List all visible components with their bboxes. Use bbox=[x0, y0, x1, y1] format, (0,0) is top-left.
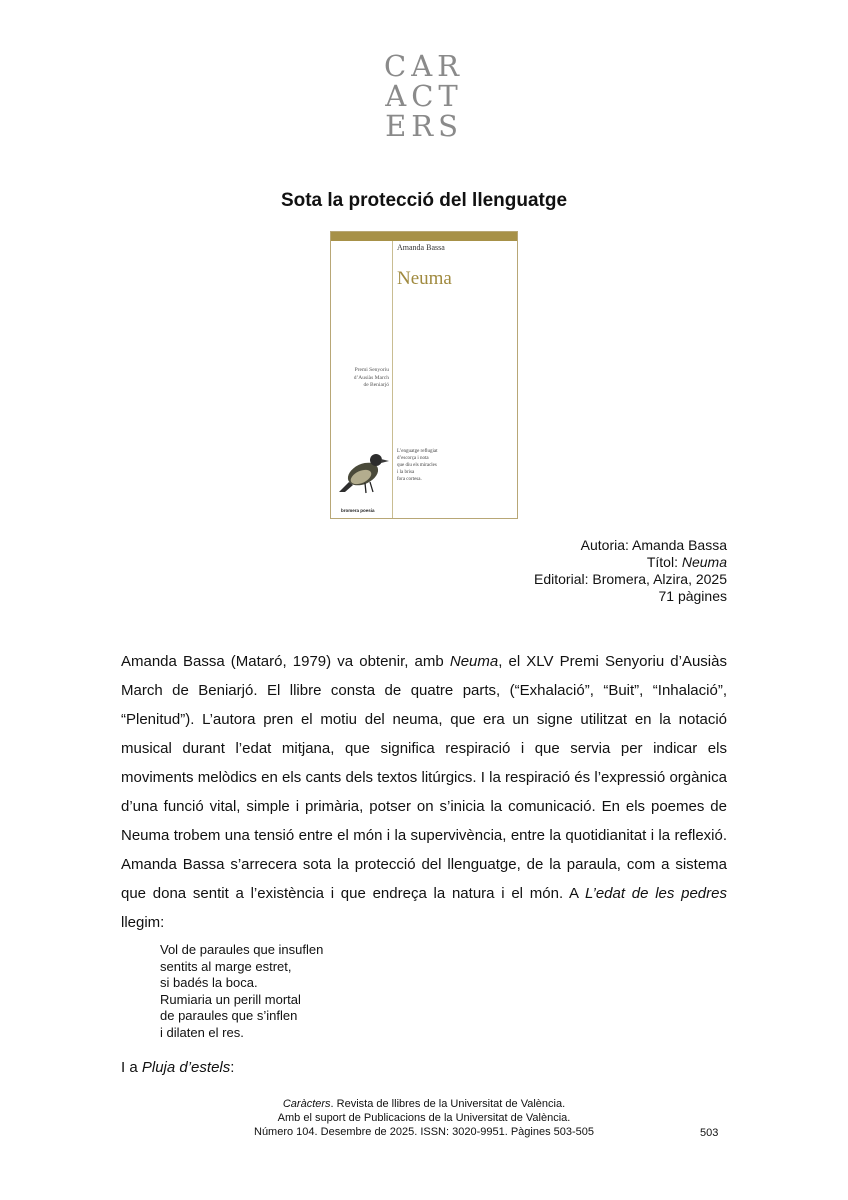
cover-quote-line: que diu els miracles bbox=[397, 463, 437, 468]
poem-line: Rumiaria un perill mortal bbox=[160, 991, 301, 1007]
text-run: , el XLV Premi Senyoriu d’Ausiàs March de Beniarjó. El llibre consta de quatre parts, (“Exhalació”, “Buit”, “Inhalació”, “Plenitud”). L’autora pren el motiu del neuma, que era un signe utilitzat en la notació musical durant l’edat mitjana, que significa respiració i que servia per indicar els moviments melòdics en els cants dels textos litúrgics. I la respiració és l’expressió orgànica d’una funció vital, simple i primària, potser on s’inicia la comunicació. En els poemes de Neuma trobem una tensió entre el món i la supervivència, entre la quotidianitat i la reflexió. Amanda Bassa s’arrecera sota la protecció del llenguatge, de la paraula, com a sistema que dona sentit a l’existència i que endreça la natura i el món. A bbox=[121, 653, 727, 902]
credit-title bbox=[534, 554, 727, 571]
text-run: llegim: bbox=[121, 914, 165, 931]
credit-pages: 71 pàgines bbox=[658, 588, 727, 604]
footer-line-2: Amb el suport de Publicacions de la Universitat de València. bbox=[277, 1112, 571, 1124]
text-run: I a bbox=[121, 1059, 142, 1076]
poem-line: de paraules que s’inflen bbox=[160, 1008, 298, 1023]
poem-line: Vol de paraules que insuflen bbox=[160, 942, 324, 957]
credit-author bbox=[534, 537, 727, 554]
text-run: Amanda Bassa (Mataró, 1979) va obtenir, amb bbox=[121, 653, 450, 670]
cover-quote-line: i la brisa bbox=[397, 470, 415, 475]
cover-quote bbox=[397, 448, 507, 483]
poem-title-ref: L’edat de les pedres bbox=[584, 885, 727, 902]
book-title-ref: Neuma bbox=[449, 653, 499, 670]
logo-line: ERS bbox=[385, 109, 463, 143]
article-title: Sota la protecció del llenguatge bbox=[280, 190, 568, 211]
journal-logo bbox=[360, 49, 488, 143]
page-number: 503 bbox=[700, 1127, 719, 1139]
journal-name: Caràcters bbox=[282, 1098, 331, 1110]
cover-prize-line: de Beniarjó bbox=[363, 382, 389, 388]
poem-quote bbox=[160, 942, 323, 1041]
cover-prize-line: d’Ausiàs March bbox=[353, 374, 389, 381]
cover-quote-line: d’escorça i nota bbox=[397, 456, 429, 461]
text-run: : bbox=[230, 1059, 235, 1076]
book-credits bbox=[534, 537, 727, 605]
credit-label: Títol: bbox=[646, 554, 682, 570]
cover-title: Neuma bbox=[397, 268, 452, 289]
footer-line-1 bbox=[0, 1097, 848, 1111]
after-poem-line bbox=[121, 1059, 234, 1076]
credit-publisher: Editorial: Bromera, Alzira, 2025 bbox=[534, 571, 727, 587]
cover-top-band bbox=[331, 232, 517, 241]
page-footer bbox=[0, 1097, 848, 1139]
credit-value: Amanda Bassa bbox=[632, 537, 727, 553]
footer-line-3: Número 104. Desembre de 2025. ISSN: 3020-9951. Pàgines 503-505 bbox=[254, 1126, 594, 1138]
logo-line: CAR bbox=[384, 49, 464, 83]
poem-title-ref: Pluja d’estels bbox=[141, 1059, 231, 1076]
cover-publisher: bromera poesia bbox=[341, 508, 375, 513]
cover-prize bbox=[335, 367, 389, 390]
credit-label: Autoria: bbox=[580, 537, 633, 553]
body-paragraph bbox=[121, 647, 727, 937]
bird-illustration bbox=[339, 440, 391, 496]
poem-line: sentits al marge estret, bbox=[160, 958, 292, 974]
book-cover-image bbox=[330, 231, 518, 519]
cover-quote-line: L’enguatge reflugiat bbox=[397, 449, 438, 454]
cover-prize-line: Premi Senyoriu bbox=[354, 367, 389, 373]
cover-quote-line: fora cortesa. bbox=[397, 477, 422, 482]
logo-line: ACT bbox=[385, 79, 463, 113]
credit-value: Neuma bbox=[681, 554, 727, 570]
cover-divider bbox=[392, 241, 393, 518]
text-run: . Revista de llibres de la Universitat de València. bbox=[330, 1098, 566, 1110]
poem-line: si badés la boca. bbox=[160, 975, 258, 990]
poem-line: i dilaten el res. bbox=[160, 1024, 244, 1040]
cover-author: Amanda Bassa bbox=[397, 243, 445, 252]
